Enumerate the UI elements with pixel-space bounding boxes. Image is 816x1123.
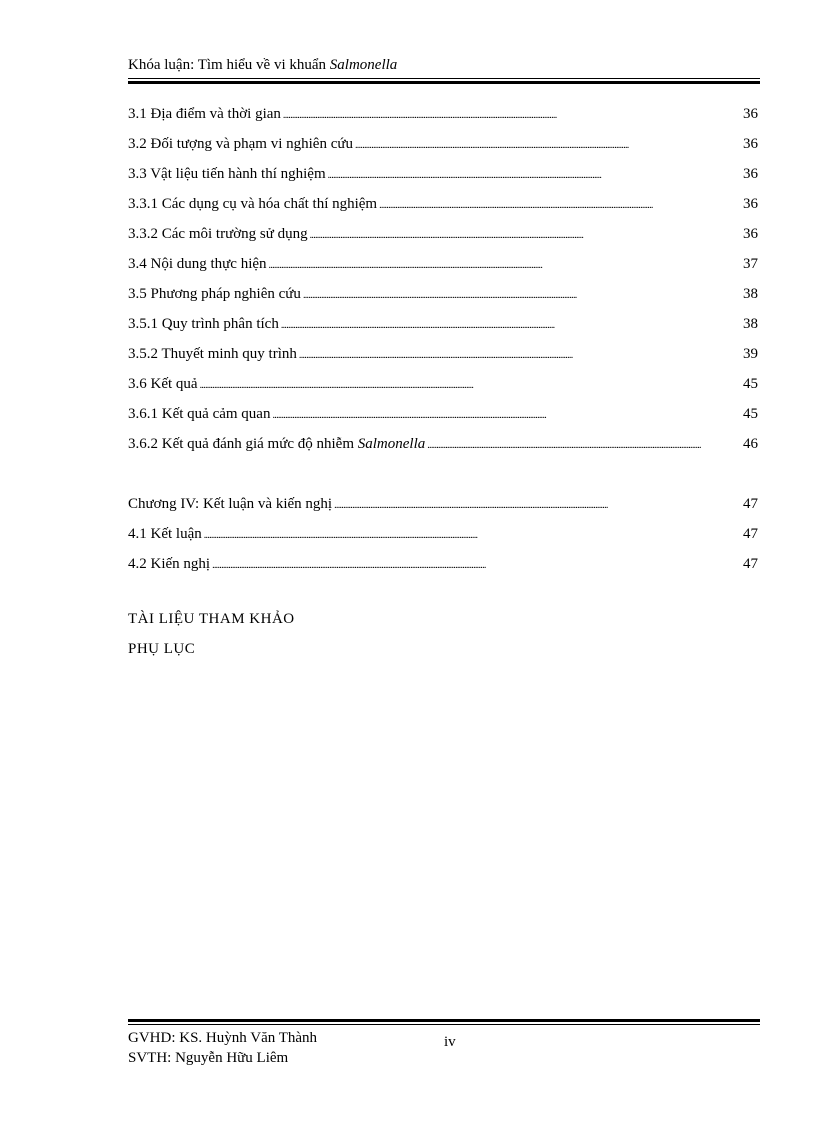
toc-entry (128, 132, 758, 162)
toc-leader-dots (272, 402, 722, 428)
toc-leader-dots (269, 252, 722, 278)
toc-entry-label: 4.1 Kết luận (128, 526, 202, 542)
toc-entry (128, 102, 758, 132)
toc-entry (128, 402, 758, 432)
footer-rule-thin (128, 1024, 760, 1025)
appendix-heading: PHỤ LỤC (128, 641, 196, 657)
toc-entry-page: 47 (743, 496, 758, 512)
toc-entry-label-text: 3.6.2 Kết quả đánh giá mức độ nhiễm (128, 436, 358, 452)
toc-entry-page: 36 (743, 196, 758, 212)
toc-entry-page: 45 (743, 406, 758, 422)
header-rule-thin (128, 78, 760, 79)
toc-entry (128, 492, 758, 522)
toc-entry-page: 37 (743, 256, 758, 272)
page-header-title (128, 57, 397, 74)
toc-entry-page: 36 (743, 226, 758, 242)
toc-leader-dots (200, 372, 722, 398)
toc-entry-page: 38 (743, 286, 758, 302)
toc-entry-label: 3.1 Địa điểm và thời gian (128, 106, 281, 122)
toc-leader-dots (281, 312, 722, 338)
footer-student: SVTH: Nguyễn Hữu Liêm (128, 1050, 289, 1066)
toc-leader-dots (334, 492, 722, 518)
footer-advisor: GVHD: KS. Huỳnh Văn Thành (128, 1030, 318, 1046)
toc-entry (128, 222, 758, 252)
toc-entry (128, 312, 758, 342)
toc-entry-page: 38 (743, 316, 758, 332)
toc-entry (128, 252, 758, 282)
toc-entry-page: 39 (743, 346, 758, 362)
toc-entry-page: 47 (743, 556, 758, 572)
toc-leader-dots (310, 222, 722, 248)
toc-entry (128, 432, 758, 462)
toc-entry-label: 3.5 Phương pháp nghiên cứu (128, 286, 301, 302)
toc-leader-dots (283, 102, 722, 128)
toc-entry-label: 3.6.1 Kết quả cảm quan (128, 406, 271, 422)
toc-entry-page: 36 (743, 136, 758, 152)
toc-leader-dots (303, 282, 722, 308)
toc-entry-page: 47 (743, 526, 758, 542)
toc-entry-label: 3.3.1 Các dụng cụ và hóa chất thí nghiệm (128, 196, 378, 212)
footer-rule-thick (128, 1019, 760, 1022)
toc-entry-label: 3.4 Nội dung thực hiện (128, 256, 267, 272)
toc-entry-label (128, 432, 425, 456)
toc-entry-page: 36 (743, 106, 758, 122)
toc-entry (128, 192, 758, 222)
toc-entry-label: 4.2 Kiến nghị (128, 556, 211, 572)
toc-entry-page: 45 (743, 376, 758, 392)
toc-leader-dots (328, 162, 722, 188)
toc-entry-page: 36 (743, 166, 758, 182)
toc-entry-label-italic: Salmonella (357, 436, 426, 452)
toc-leader-dots (212, 552, 722, 578)
toc-entry-label: Chương IV: Kết luận và kiến nghị (128, 496, 333, 512)
toc-entry (128, 522, 758, 552)
toc-leader-dots (299, 342, 722, 368)
toc-entry (128, 162, 758, 192)
page-number: iv (444, 1034, 456, 1050)
toc-entry-label: 3.5.1 Quy trình phân tích (128, 316, 279, 332)
toc-entry-label: 3.6 Kết quả (128, 376, 198, 392)
header-title-italic: Salmonella (329, 57, 398, 73)
toc-leader-dots (204, 522, 722, 548)
toc-entry (128, 282, 758, 312)
toc-entry (128, 552, 758, 582)
toc-entry-page: 46 (743, 436, 758, 452)
toc-leader-dots (355, 132, 722, 158)
references-heading: TÀI LIỆU THAM KHẢO (128, 611, 295, 627)
toc-entry-label: 3.3 Vật liệu tiến hành thí nghiệm (128, 166, 326, 182)
toc-entry-label: 3.3.2 Các môi trường sử dụng (128, 226, 308, 242)
toc-leader-dots (427, 432, 722, 458)
toc-entry (128, 342, 758, 372)
toc-entry (128, 372, 758, 402)
table-of-contents (128, 102, 758, 582)
footer-credits (128, 1028, 317, 1068)
toc-entry-label: 3.5.2 Thuyết minh quy trình (128, 346, 297, 362)
header-rule-thick (128, 81, 760, 84)
toc-leader-dots (379, 192, 722, 218)
toc-entry-label: 3.2 Đối tượng và phạm vi nghiên cứu (128, 136, 353, 152)
header-title-text: Khóa luận: Tìm hiểu về vi khuẩn (128, 57, 330, 73)
